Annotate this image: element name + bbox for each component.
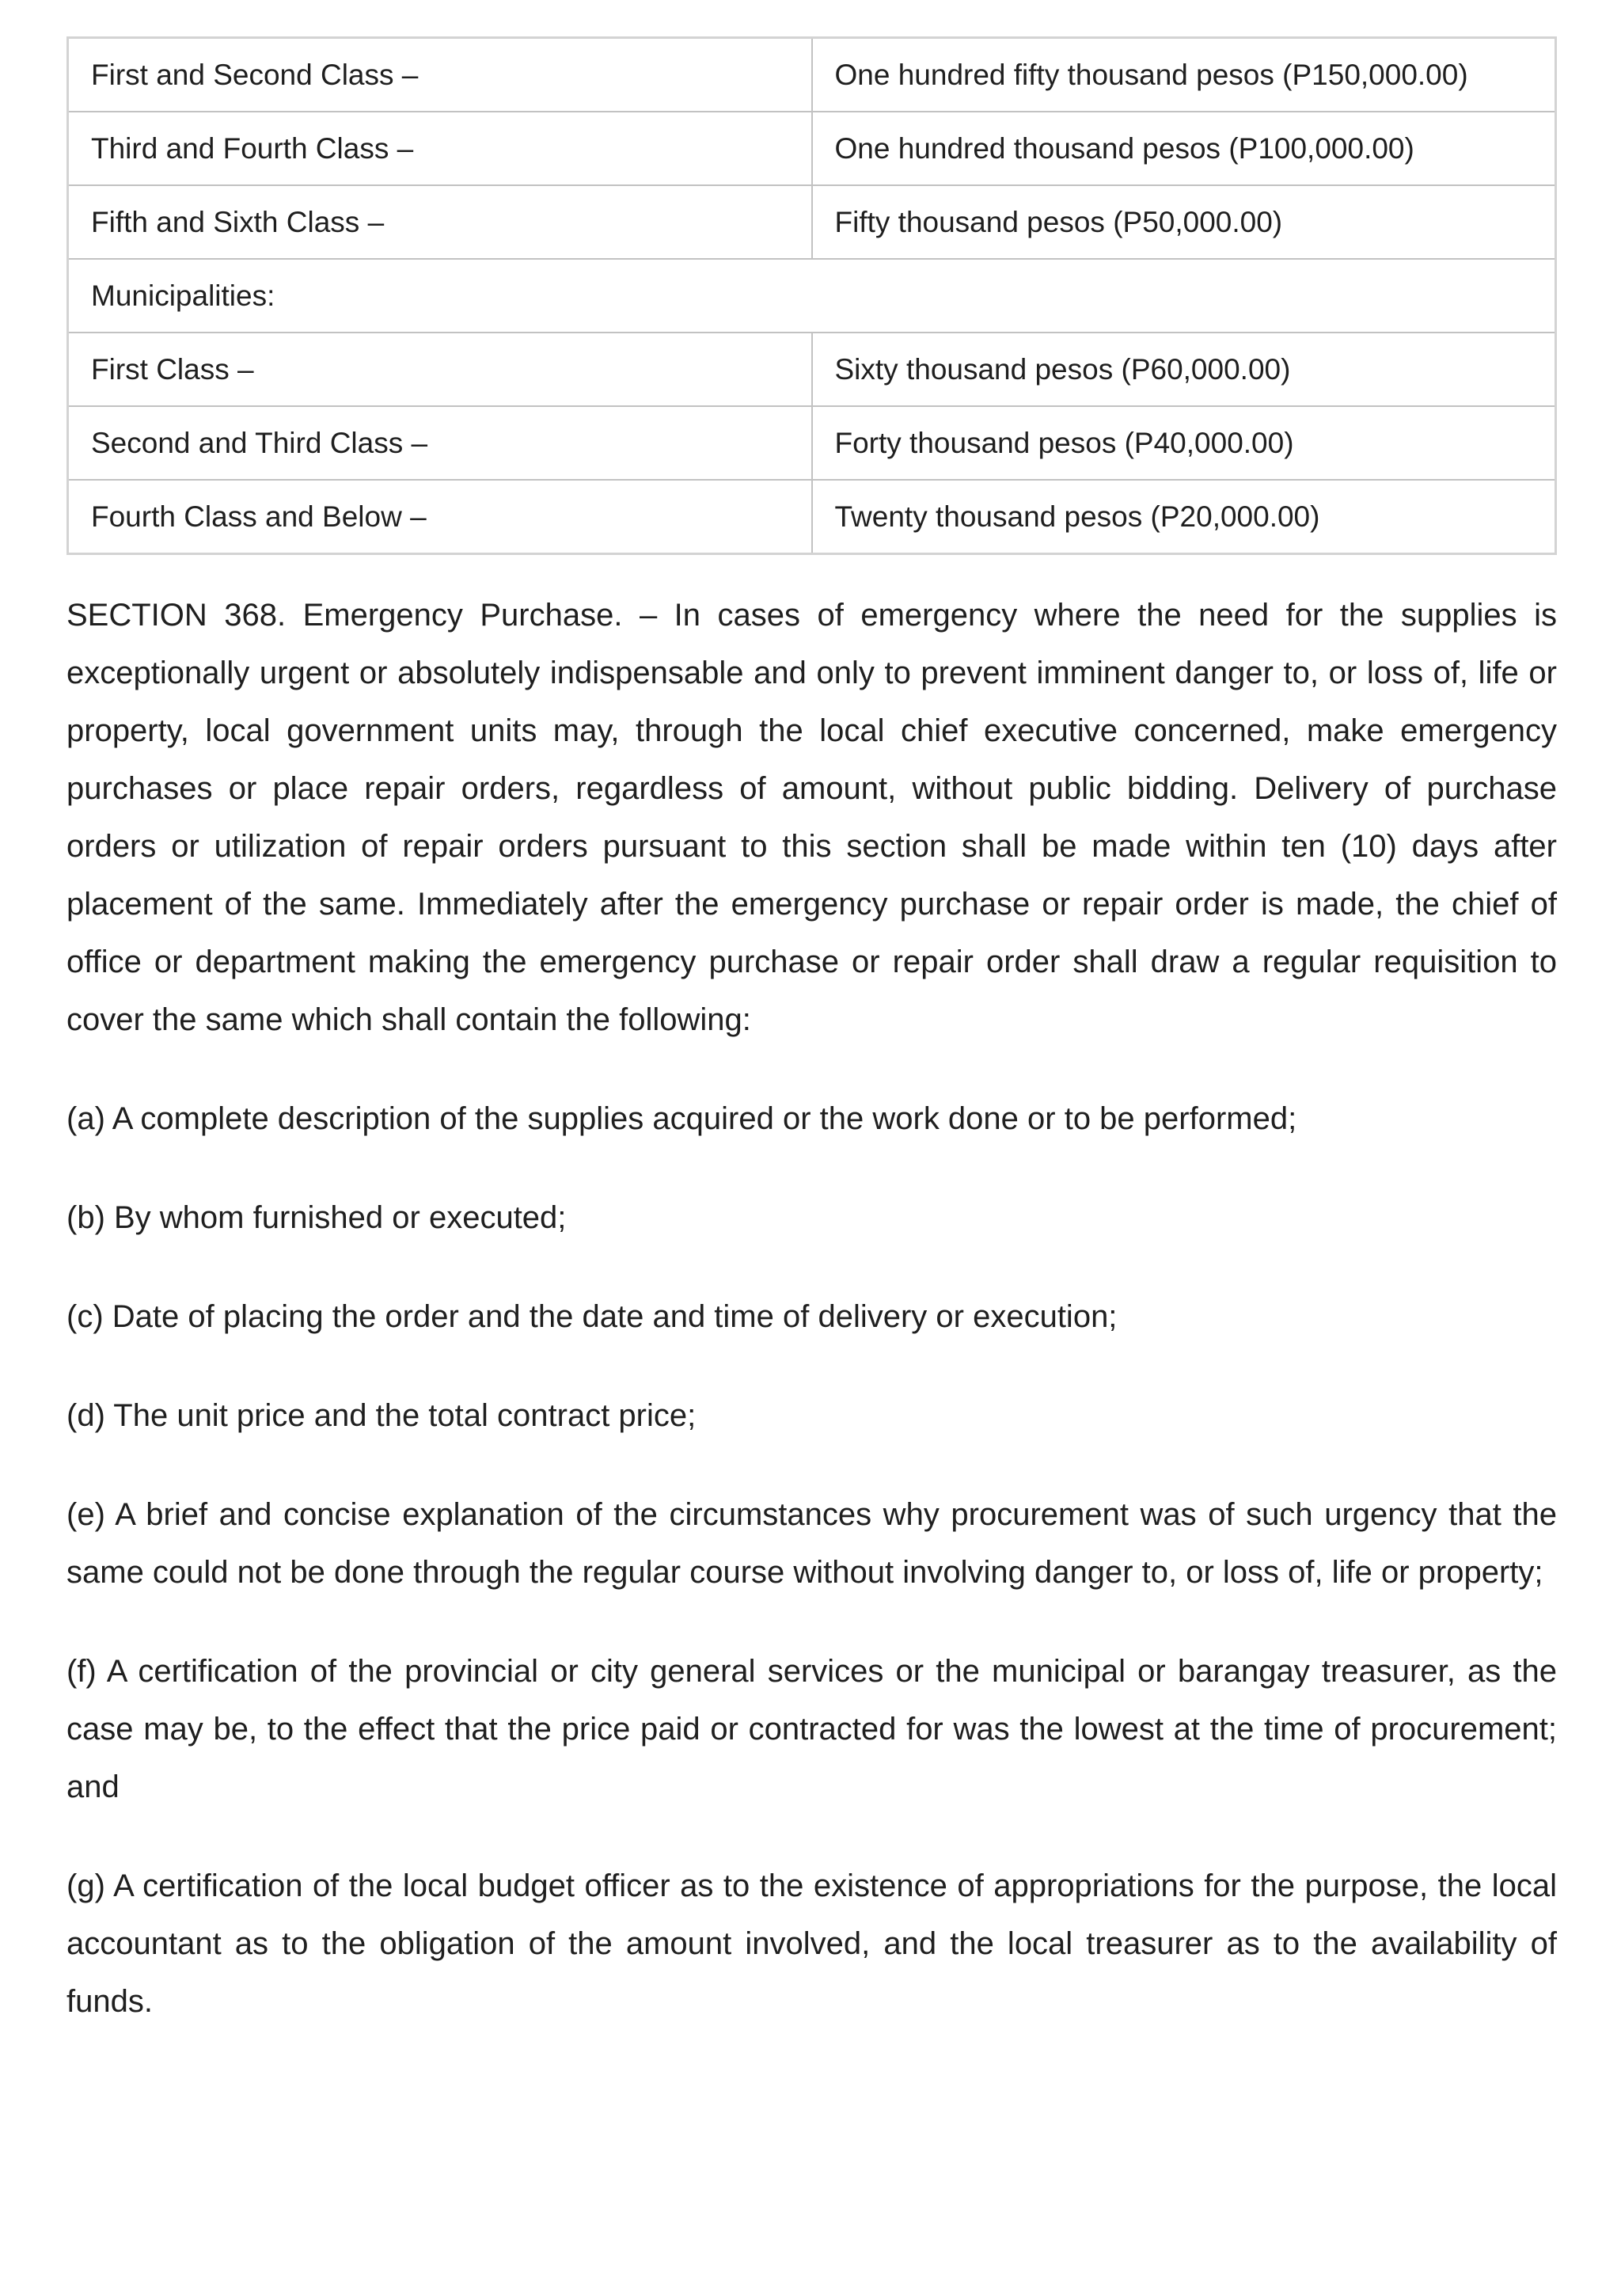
amount-value: Sixty thousand pesos (P60,000.00) xyxy=(812,333,1556,406)
municipalities-header: Municipalities: xyxy=(68,259,1556,333)
list-item-b: (b) By whom furnished or executed; xyxy=(66,1200,567,1235)
section-body xyxy=(66,587,1557,2031)
list-item-d: (d) The unit price and the total contract price; xyxy=(66,1398,697,1433)
allowance-table xyxy=(66,36,1557,555)
document-page xyxy=(66,36,1557,2031)
class-label: Second and Third Class – xyxy=(68,406,812,480)
list-item-e: (e) A brief and concise explanation of the circumstances why procurement was of such urgency that the same could not be done through the regular course without involving danger to, or loss of, life or property; xyxy=(66,1497,1557,1590)
amount-value: Forty thousand pesos (P40,000.00) xyxy=(812,406,1556,480)
amount-value: One hundred thousand pesos (P100,000.00) xyxy=(812,112,1556,185)
table-row xyxy=(68,38,1556,112)
table-row xyxy=(68,480,1556,554)
list-item-a: (a) A complete description of the supplies acquired or the work done or to be performed; xyxy=(66,1101,1297,1136)
table-row xyxy=(68,406,1556,480)
amount-value: One hundred fifty thousand pesos (P150,000.00) xyxy=(812,38,1556,112)
class-label: First Class – xyxy=(68,333,812,406)
list-item-f: (f) A certification of the provincial or city general services or the municipal or barangay treasurer, as the case may be, to the effect that the price paid or contracted for was the lowest at the time of procurement; and xyxy=(66,1654,1557,1804)
amount-value: Twenty thousand pesos (P20,000.00) xyxy=(812,480,1556,554)
class-label: Fourth Class and Below – xyxy=(68,480,812,554)
class-label: Third and Fourth Class – xyxy=(68,112,812,185)
list-item-g: (g) A certification of the local budget officer as to the existence of appropriations for the purpose, the local accountant as to the obligation of the amount involved, and the local treasurer as to the availability of funds. xyxy=(66,1868,1557,2019)
section-368-paragraph: SECTION 368. Emergency Purchase. – In cases of emergency where the need for the supplies is exceptionally urgent or absolutely indispensable and only to prevent imminent danger to, or loss of, life or property, local government units may, through the local chief executive concerned, make emergency purchases or place repair orders, regardless of amount, without public bidding. Delivery of purchase orders or utilization of repair orders pursuant to this section shall be made within ten (10) days after placement of the same. Immediately after the emergency purchase or repair order is made, the chief of office or department making the emergency purchase or repair order shall draw a regular requisition to cover the same which shall contain the following: xyxy=(66,598,1557,1037)
class-label: First and Second Class – xyxy=(68,38,812,112)
class-label: Fifth and Sixth Class – xyxy=(68,185,812,259)
table-row xyxy=(68,185,1556,259)
amount-value: Fifty thousand pesos (P50,000.00) xyxy=(812,185,1556,259)
list-item-c: (c) Date of placing the order and the date and time of delivery or execution; xyxy=(66,1299,1118,1334)
table-row xyxy=(68,333,1556,406)
table-row xyxy=(68,112,1556,185)
table-row-municipalities-header xyxy=(68,259,1556,333)
